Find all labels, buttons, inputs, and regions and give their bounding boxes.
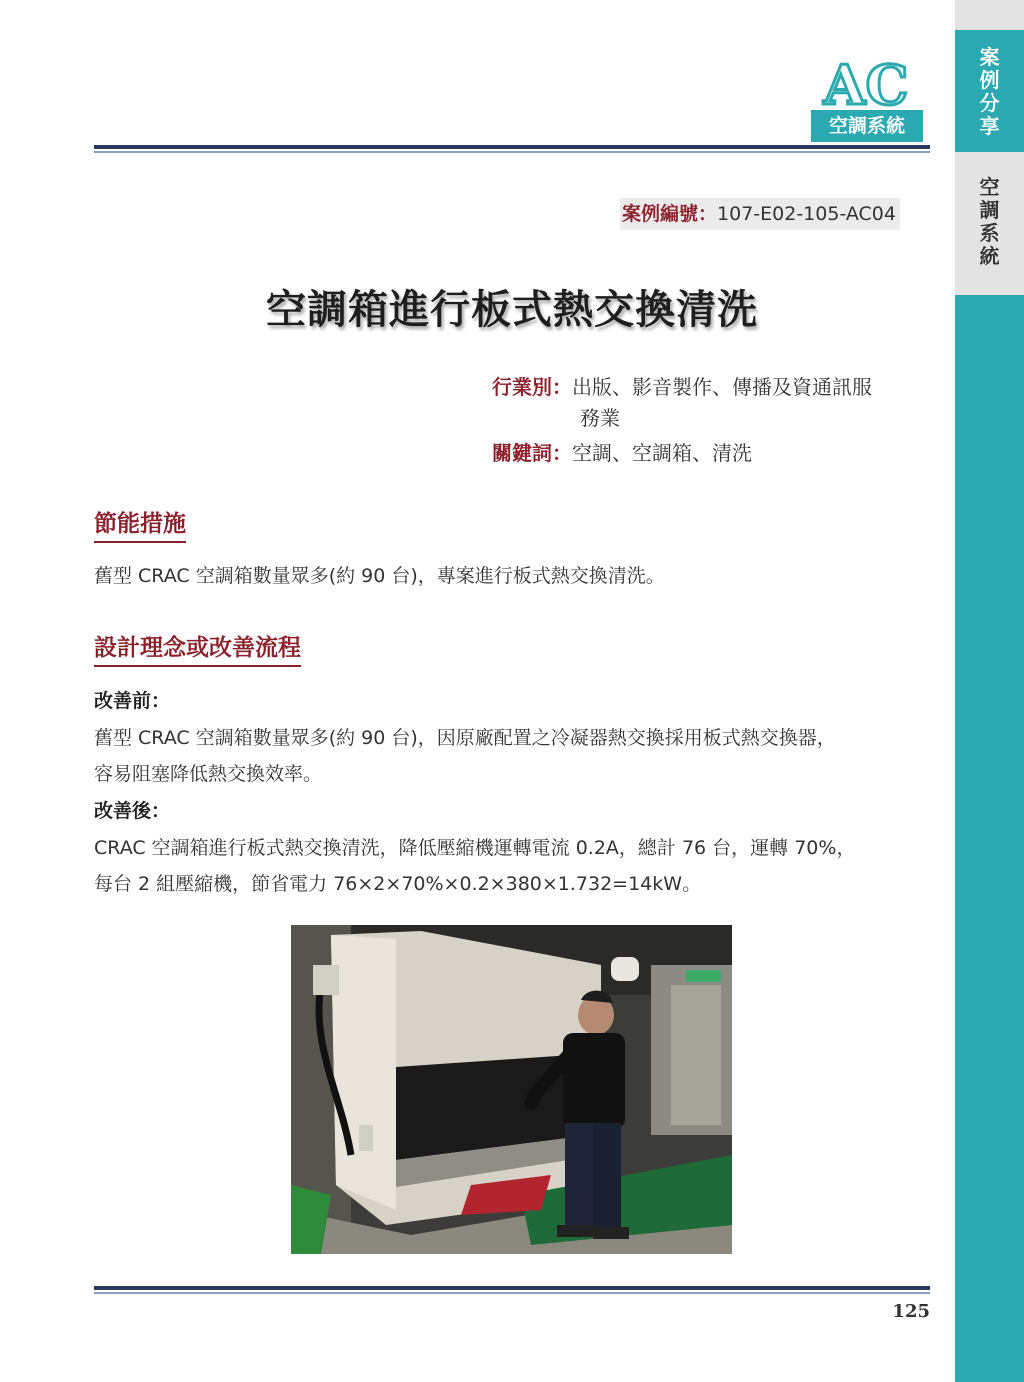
- case-number-label: 案例編號：: [622, 203, 718, 225]
- section-badge: 空調系統: [811, 110, 923, 142]
- keywords-value: 空調、空調箱、清洗: [572, 441, 752, 465]
- keywords-row: [492, 438, 752, 468]
- before-label: 改善前：: [94, 690, 171, 712]
- industry-value-continued: 務業: [580, 406, 620, 430]
- case-number: [620, 198, 900, 230]
- after-text-line2: 每台 2 組壓縮機，節省電力 76×2×70%×0.2×380×1.732=14kW。: [94, 873, 702, 895]
- photo-crac-cleaning: [291, 925, 732, 1254]
- section-heading-design: 設計理念或改善流程: [94, 629, 301, 667]
- after-label: 改善後：: [94, 800, 171, 822]
- industry-label: 行業別：: [492, 375, 572, 399]
- header-rule: [94, 145, 930, 149]
- page-title: 空調箱進行板式熱交換清洗: [266, 287, 758, 333]
- industry-value: 出版、影音製作、傳播及資通訊服: [572, 375, 872, 399]
- after-text-line1: CRAC 空調箱進行板式熱交換清洗，降低壓縮機運轉電流 0.2A，總計 76 台，運轉 70%，: [94, 837, 856, 859]
- keywords-label: 關鍵詞：: [492, 441, 572, 465]
- ac-logo-text: AC: [823, 58, 909, 110]
- before-text-line2: 容易阻塞降低熱交換效率。: [94, 763, 323, 785]
- industry-row: [492, 372, 922, 402]
- before-text-line1: 舊型 CRAC 空調箱數量眾多(約 90 台)，因原廠配置之冷凝器熱交換採用板式熱交換器，: [94, 727, 836, 749]
- case-number-value: 107-E02-105-AC04: [717, 203, 896, 225]
- page-number: 125: [892, 1301, 930, 1322]
- sidebar-label-ac-system: 空 調 系 統: [979, 175, 1000, 268]
- footer-rule-thin: [94, 1292, 930, 1294]
- measures-text: 舊型 CRAC 空調箱數量眾多(約 90 台)，專案進行板式熱交換清洗。: [94, 565, 665, 587]
- ac-logo: [806, 58, 926, 110]
- section-heading-measures: 節能措施: [94, 505, 186, 543]
- sidebar-label-case-sharing: 案 例 分 享: [979, 45, 1000, 138]
- footer-rule: [94, 1286, 930, 1290]
- header-rule-thin: [94, 151, 930, 153]
